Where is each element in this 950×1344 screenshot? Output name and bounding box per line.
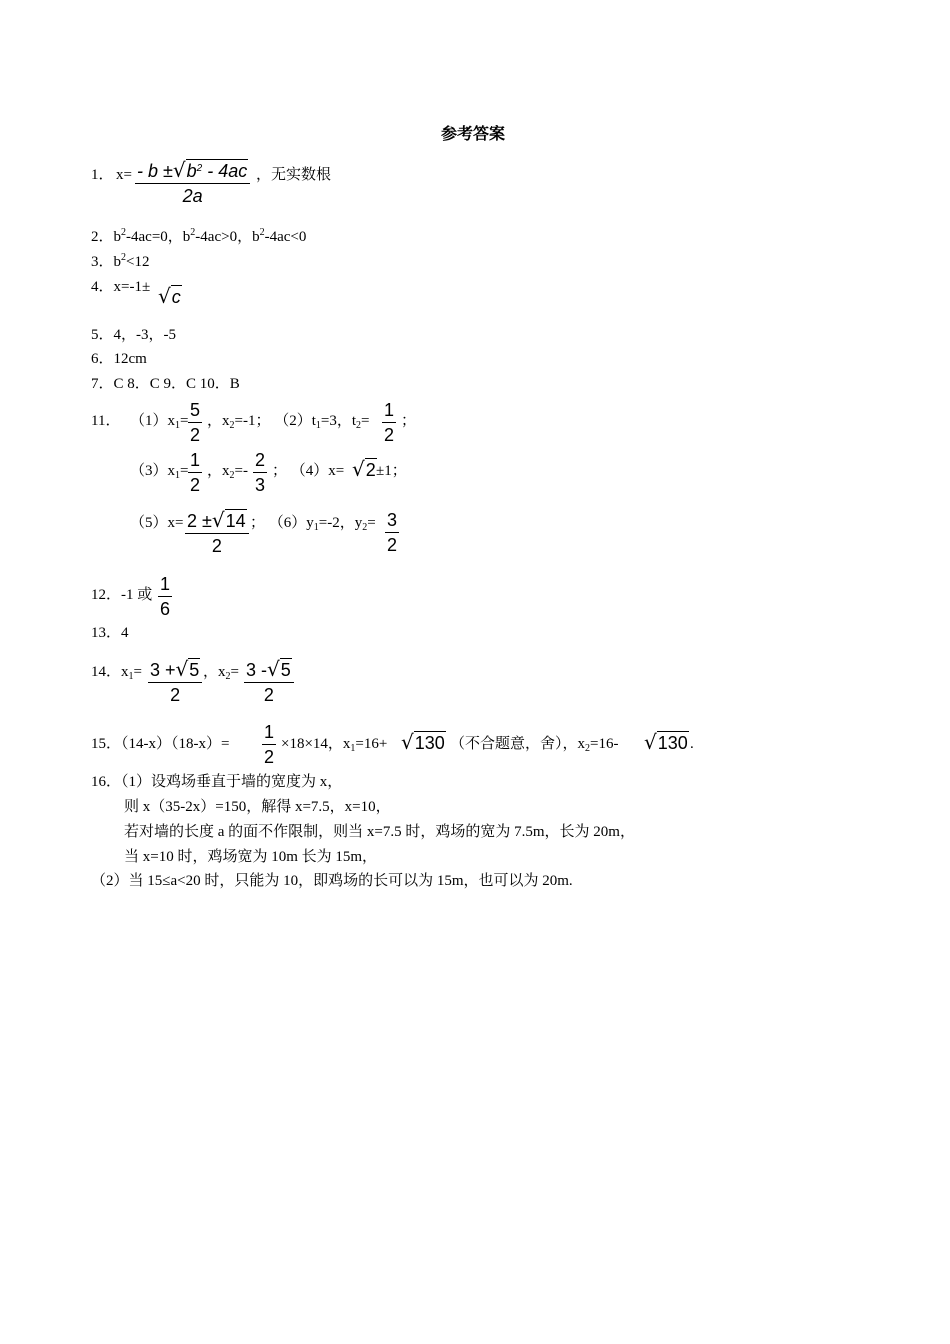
sqrt-c: √c [158,284,181,308]
sqrt-130: √130 [644,730,688,754]
fraction-5-2: 5 2 [190,400,201,445]
quadratic-formula-fraction: - $b \pm√b^2 - 4ac$ 2a [135,160,250,205]
fraction-1-2: 1 2 [190,450,201,495]
answer-13: 13．4 [91,625,129,641]
fraction-2-3: 2 3 [255,450,266,495]
fraction-3-2: 3 2 [387,510,398,555]
answer-7: 7．C 8．C 9．C 10．B [91,376,240,392]
fraction-1-2: 1 2 [264,722,275,767]
fraction-1-6: 1 6 [160,574,171,619]
answer-3: 3．$b^2<12$ [91,252,150,270]
sqrt-130: √130 [401,730,445,754]
fraction-3-plus-sqrt5-over-2: 3 +√5 2 [148,659,202,704]
fraction-2-pm-sqrt14-over-2: 2 ±√14 2 [185,510,249,555]
page-title: 参考答案 [441,126,506,143]
fraction-1-2: 1 2 [384,400,395,445]
sqrt-2: √2 [352,457,376,481]
answer-2: 2．$b^2-4ac=0$，$b^2-4ac>0$，$b^2-4ac<0$ [91,227,307,245]
answer-5: 5．4，-3，-5 [91,327,176,343]
answer-6: 6．12cm [91,351,147,367]
fraction-3-minus-sqrt5-over-2: 3 -√5 2 [244,659,294,704]
